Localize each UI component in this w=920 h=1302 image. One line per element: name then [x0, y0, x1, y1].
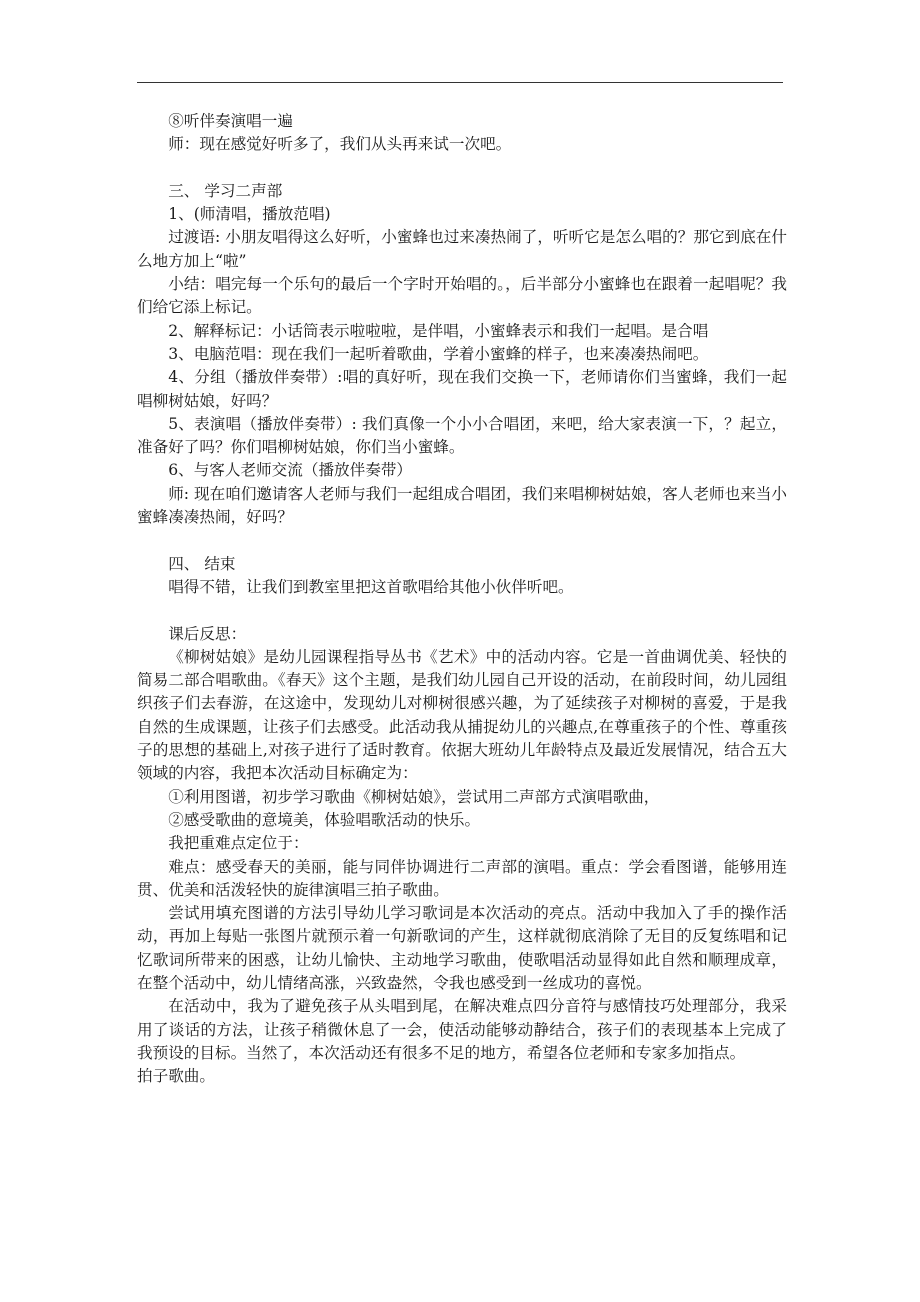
reflection-heading: 课后反思：	[168, 624, 247, 643]
document-body	[137, 110, 787, 1088]
paragraph-ending: 唱得不错，让我们到教室里把这首歌唱给其他小伙伴听吧。	[168, 577, 574, 596]
paragraph-focus-heading: 我把重难点定位于：	[168, 834, 309, 853]
paragraph-goal-2: ②感受歌曲的意境美，体验唱歌活动的快乐。	[168, 810, 481, 829]
paragraph-goal-1: ①利用图谱，初步学习歌曲《柳树姑娘》，尝试用二声部方式演唱歌曲，	[168, 787, 660, 806]
paragraph-step-6: 6、与客人老师交流（播放伴奏带）	[168, 461, 413, 480]
paragraph-difficulty: 难点：感受春天的美丽，能与同伴协调进行二声部的演唱。重点：学会看图谱，能够用连贯、优美和活泼轻快的旋律演唱三拍子歌曲。	[137, 857, 787, 899]
header-rule	[137, 82, 783, 83]
paragraph-trailing: 拍子歌曲。	[137, 1067, 215, 1086]
paragraph-teacher-retry: 师：现在感觉好听多了，我们从头再来试一次吧。	[168, 135, 512, 154]
paragraph-step-2: 2、解释标记：小话筒表示啦啦啦，是伴唱，小蜜蜂表示和我们一起唱。是合唱	[168, 321, 709, 340]
paragraph-step-8: ⑧听伴奏演唱一遍	[168, 112, 293, 130]
paragraph-step-5: 5、表演唱（播放伴奏带）: 我们真像一个小小合唱团，来吧，给大家表演一下，？起立，准备好了吗？你们唱柳树姑娘，你们当小蜜蜂。	[137, 414, 787, 457]
paragraph-step-1: 1、(师清唱，播放范唱)	[168, 205, 331, 224]
paragraph-conclusion: 在活动中，我为了避免孩子从头唱到尾，在解决难点四分音符与感情技巧处理部分，我采用了谈话的方法，让孩子稍微休息了一会，使活动能够动静结合，孩子们的表现基本上完成了我预设的目标。当然了，本次活动还有很多不足的地方，希望各位老师和专家多加指点。	[137, 997, 787, 1062]
section-heading-three: 三、 学习二声部	[168, 181, 283, 200]
paragraph-step-4: 4、分组（播放伴奏带）:唱的真好听，现在我们交换一下，老师请你们当蜜蜂，我们一起唱柳树姑娘，好吗？	[137, 368, 787, 410]
paragraph-highlight: 尝试用填充图谱的方法引导幼儿学习歌词是本次活动的亮点。活动中我加入了手的操作活动，再加上每贴一张图片就预示着一句新歌词的产生，这样就彻底消除了无目的反复练唱和记忆歌词所带来的困惑，让幼儿愉快、主动地学习歌曲，使歌唱活动显得如此自然和顺理成章，在整个活动中，幼儿情绪高涨，兴致盎然，令我也感受到一丝成功的喜悦。	[137, 904, 787, 992]
paragraph-summary: 小结：唱完每一个乐句的最后一个字时开始唱的。，后半部分小蜜蜂也在跟着一起唱呢？我们给它添上标记。	[137, 275, 787, 317]
section-heading-four: 四、 结束	[168, 554, 236, 573]
paragraph-reflection-intro: 《柳树姑娘》是幼儿园课程指导丛书《艺术》中的活动内容。它是一首曲调优美、轻快的简易二部合唱歌曲。《春天》这个主题，是我们幼儿园自己开设的活动，在前段时间，幼儿园组织孩子们去春游，在这途中，发现幼儿对柳树很感兴趣，为了延续孩子对柳树的喜爱，于是我自然的生成课题，让孩子们去感受。此活动我从捕捉幼儿的兴趣点,在尊重孩子的个性、尊重孩子的思想的基础上,对孩子进行了适时教育。依据大班幼儿年龄特点及最近发展情况，结合五大领域的内容，我把本次活动目标确定为：	[137, 647, 787, 783]
blank-line	[137, 157, 787, 180]
paragraph-teacher-invite: 师: 现在咱们邀请客人老师与我们一起组成合唱团，我们来唱柳树姑娘，客人老师也来当小蜜蜂凑凑热闹，好吗？	[137, 484, 787, 527]
blank-line	[137, 599, 787, 622]
blank-line	[137, 529, 787, 552]
paragraph-step-3: 3、电脑范唱：现在我们一起听着歌曲，学着小蜜蜂的样子，也来凑凑热闹吧。	[168, 344, 709, 363]
paragraph-transition: 过渡语: 小朋友唱得这么好听，小蜜蜂也过来凑热闹了，听听它是怎么唱的？那它到底在什么地方加上“啦”	[137, 228, 787, 270]
